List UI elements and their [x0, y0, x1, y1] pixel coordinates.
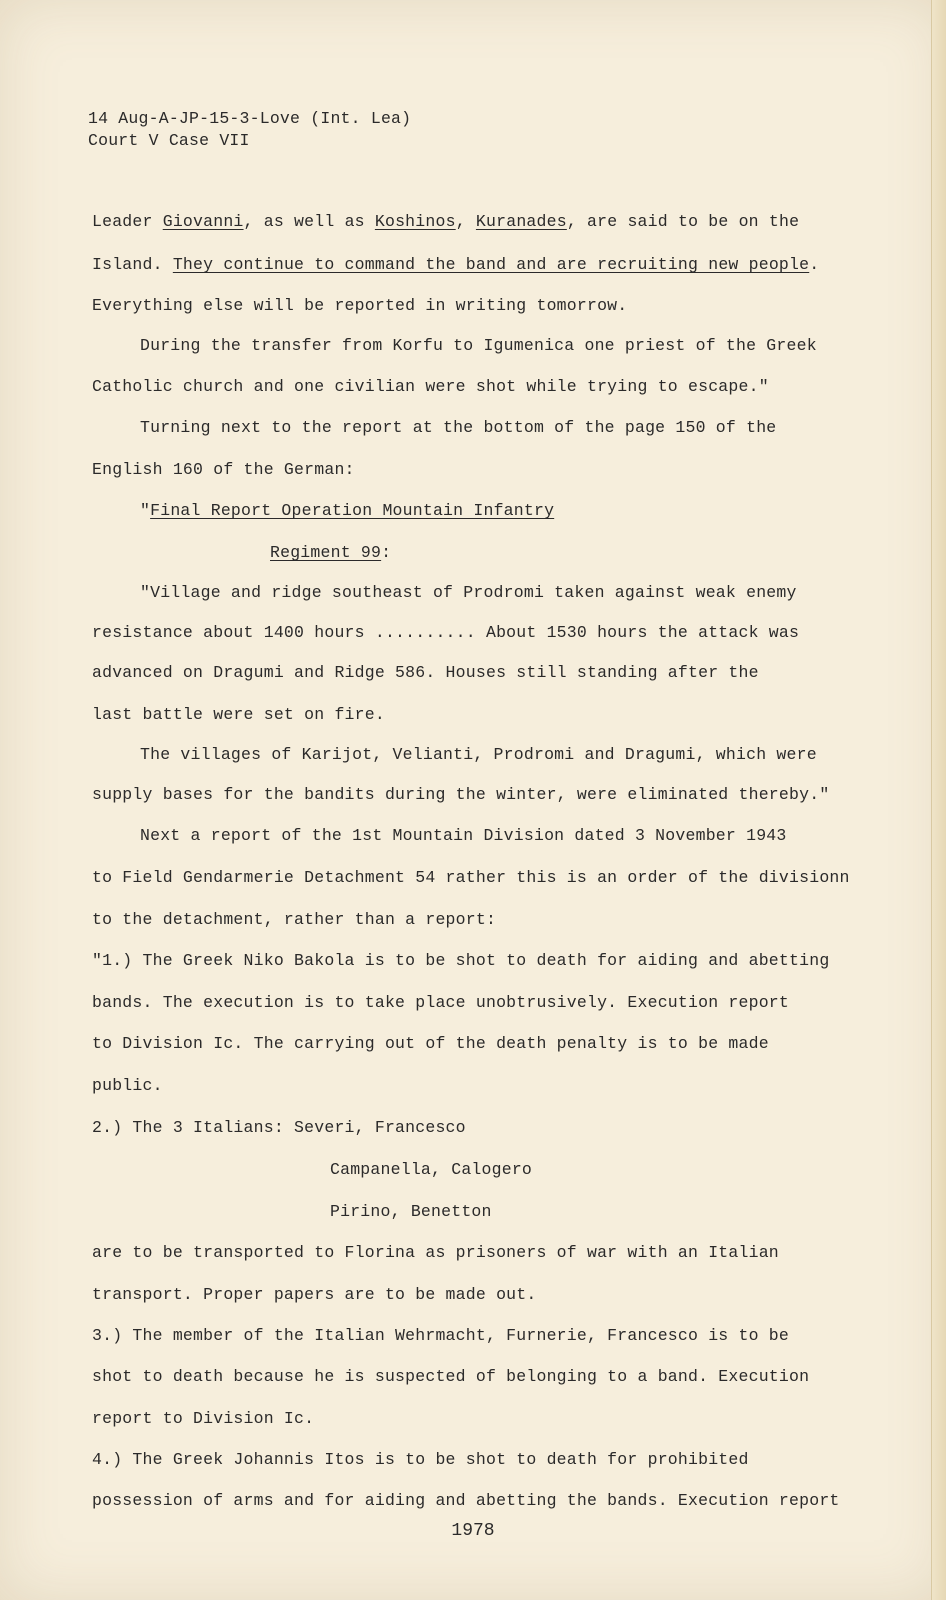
- item-1-line: to Division Ic. The carrying out of the death penalty is to be made: [92, 1034, 769, 1053]
- quote-title-2: Regiment 99:: [270, 543, 392, 562]
- body-line: resistance about 1400 hours .......... About 1530 hours the attack was: [92, 623, 800, 642]
- item-4-line: 4.) The Greek Johannis Itos is to be shot to death for prohibited: [92, 1450, 749, 1469]
- page-edge: [931, 0, 946, 1600]
- body-line: Leader Giovanni, as well as Koshinos, Kuranades, are said to be on the: [92, 212, 800, 231]
- body-line: advanced on Dragumi and Ridge 586. Houses still standing after the: [92, 663, 759, 682]
- name-kuranades: Kuranades: [475, 212, 567, 231]
- header-line-2: Court V Case VII: [88, 131, 250, 150]
- item-4-line: possession of arms and for aiding and abetting the bands. Execution report: [92, 1491, 840, 1510]
- item-3-line: report to Division Ic.: [92, 1409, 315, 1428]
- body-line: supply bases for the bandits during the winter, were eliminated thereby.": [92, 785, 830, 804]
- body-line: Turning next to the report at the bottom of the page 150 of the: [140, 418, 777, 437]
- item-2-line: are to be transported to Florina as prisoners of war with an Italian: [92, 1243, 779, 1262]
- body-line: During the transfer from Korfu to Igumenica one priest of the Greek: [140, 336, 817, 355]
- item-2-line: 2.) The 3 Italians: Severi, Francesco: [92, 1118, 466, 1137]
- item-1-line: bands. The execution is to take place unobtrusively. Execution report: [92, 993, 790, 1012]
- body-line: Catholic church and one civilian were shot while trying to escape.": [92, 377, 769, 396]
- body-line: Next a report of the 1st Mountain Division dated 3 November 1943: [140, 826, 787, 845]
- item-2-name: Campanella, Calogero: [330, 1160, 533, 1179]
- body-line: English 160 of the German:: [92, 460, 355, 479]
- body-line: Island. They continue to command the band and are recruiting new people.: [92, 255, 820, 274]
- header-line-1: 14 Aug-A-JP-15-3-Love (Int. Lea): [88, 109, 412, 128]
- item-1-line: "1.) The Greek Niko Bakola is to be shot to death for aiding and abetting: [92, 951, 830, 970]
- quote-title: "Final Report Operation Mountain Infantry: [140, 501, 555, 520]
- item-2-line: transport. Proper papers are to be made out.: [92, 1285, 537, 1304]
- body-line: last battle were set on fire.: [92, 705, 385, 724]
- body-line: The villages of Karijot, Velianti, Prodromi and Dragumi, which were: [140, 745, 817, 764]
- body-line: Everything else will be reported in writing tomorrow.: [92, 296, 628, 315]
- item-1-line: public.: [92, 1076, 163, 1095]
- name-giovanni: Giovanni: [162, 212, 244, 231]
- underlined-sentence: They continue to command the band and are recruiting new people: [172, 255, 810, 274]
- item-3-line: shot to death because he is suspected of belonging to a band. Execution: [92, 1367, 810, 1386]
- body-line: to Field Gendarmerie Detachment 54 rather this is an order of the divisionn: [92, 868, 850, 887]
- item-3-line: 3.) The member of the Italian Wehrmacht, Furnerie, Francesco is to be: [92, 1326, 790, 1345]
- body-line: "Village and ridge southeast of Prodromi taken against weak enemy: [140, 583, 797, 602]
- item-2-name: Pirino, Benetton: [330, 1202, 492, 1221]
- name-koshinos: Koshinos: [374, 212, 456, 231]
- body-line: to the detachment, rather than a report:: [92, 910, 497, 929]
- page-number: 1978: [451, 1521, 495, 1541]
